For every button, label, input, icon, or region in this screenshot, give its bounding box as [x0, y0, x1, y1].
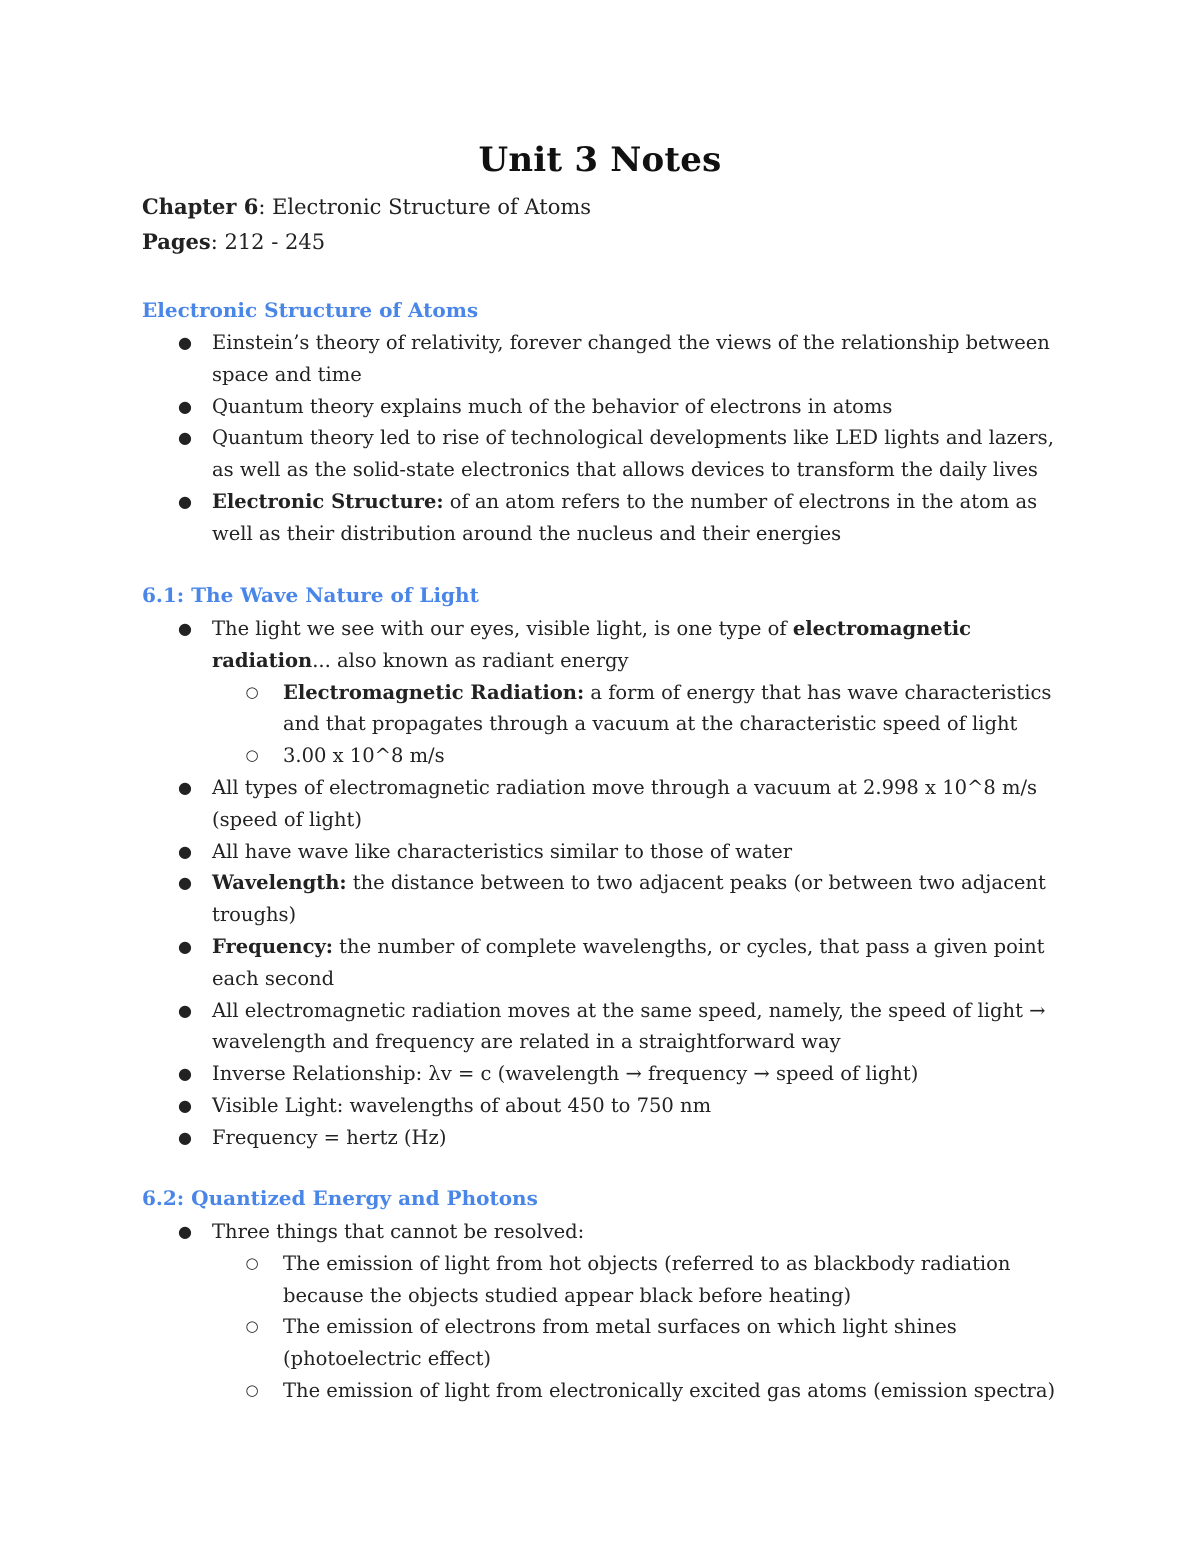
- list-item: [142, 867, 1077, 931]
- sub-list-item: [212, 1311, 1077, 1375]
- sub-bullet-list: [212, 677, 1077, 772]
- list-item-term: Electronic Structure:: [212, 489, 444, 513]
- list-item-text: Inverse Relationship: λv = c (wavelength → frequency → speed of light): [212, 1062, 919, 1086]
- list-item-text: Frequency = hertz (Hz): [212, 1125, 447, 1149]
- list-item: [142, 931, 1077, 995]
- sub-bullet-icon: ○: [245, 682, 259, 701]
- bullet-icon: ●: [178, 333, 192, 352]
- list-item: [142, 613, 1077, 772]
- pages-sep: :: [210, 230, 218, 254]
- pages-value: 212 - 245: [217, 230, 326, 254]
- list-item: [142, 391, 1077, 423]
- sub-bullet-icon: ○: [245, 1253, 259, 1272]
- list-item: [142, 1216, 1077, 1407]
- list-item-text: The emission of light from electronically excited gas atoms (emission spectra): [283, 1378, 1056, 1402]
- bullet-list: [142, 1216, 1077, 1407]
- list-item-text: Visible Light: wavelengths of about 450 to 750 nm: [212, 1093, 712, 1117]
- sub-bullet-icon: ○: [245, 1380, 259, 1399]
- list-item-text: Quantum theory explains much of the behavior of electrons in atoms: [212, 394, 893, 418]
- list-item-text: ... also known as radiant energy: [312, 648, 629, 672]
- bullet-icon: ●: [178, 1095, 192, 1115]
- sub-bullet-icon: ○: [245, 1317, 259, 1336]
- sub-list-item: [212, 677, 1077, 741]
- list-item-text: Einstein’s theory of relativity, forever changed the views of the relationship between space and time: [212, 331, 1050, 386]
- list-item-term: Wavelength:: [212, 871, 347, 895]
- pages-line: [142, 229, 325, 254]
- list-item: [142, 486, 1077, 550]
- sub-list-item: [212, 1375, 1077, 1407]
- list-item: [142, 1090, 1077, 1122]
- list-item-text: Three things that cannot be resolved:: [212, 1220, 585, 1243]
- list-item: [142, 836, 1077, 868]
- bullet-icon: ●: [178, 1064, 192, 1084]
- list-item: [142, 422, 1077, 486]
- bullet-icon: ●: [178, 777, 192, 797]
- bullet-icon: ●: [178, 619, 192, 638]
- list-item-text: Quantum theory led to rise of technological developments like LED lights and lazers, as well as the solid-state electronics that allows devices to transform the daily lives: [212, 426, 1054, 482]
- list-item-text: of an atom refers to the number of electrons in the atom as well as their distribution around the nucleus and their energies: [212, 489, 1038, 545]
- bullet-icon: ●: [178, 428, 192, 448]
- bullet-icon: ●: [178, 841, 192, 861]
- list-item-term: electromagnetic radiation: [212, 617, 971, 672]
- list-item-term: Frequency:: [212, 934, 333, 958]
- list-item: [142, 772, 1077, 836]
- list-item-text: All electromagnetic radiation moves at the same speed, namely, the speed of light → wavelength and frequency are related in a straightforward way: [212, 998, 1046, 1054]
- bullet-icon: ●: [178, 1000, 192, 1020]
- list-item: [142, 1122, 1077, 1154]
- list-item-term: Electromagnetic Radiation:: [283, 680, 585, 704]
- list-item-text: All have wave like characteristics similar to those of water: [212, 839, 793, 863]
- bullet-icon: ●: [178, 873, 192, 893]
- list-item-text: All types of electromagnetic radiation move through a vacuum at 2.998 x 10^8 m/s (speed of light): [212, 775, 1038, 831]
- list-item-text: The emission of electrons from metal surfaces on which light shines (photoelectric effect): [283, 1315, 957, 1371]
- chapter-line: [142, 194, 591, 219]
- bullet-icon: ●: [178, 491, 192, 511]
- bullet-icon: ●: [178, 1222, 192, 1241]
- page-title: Unit 3 Notes: [478, 140, 722, 180]
- sub-bullet-list: [212, 1248, 1077, 1407]
- list-item-text: The light we see with our eyes, visible light, is one type of: [212, 617, 793, 640]
- bullet-list: [142, 327, 1077, 550]
- section-heading: 6.1: The Wave Nature of Light: [142, 583, 479, 607]
- bullet-icon: ●: [178, 1127, 192, 1147]
- pages-label: Pages: [142, 229, 211, 254]
- list-item-text: a form of energy that has wave characteristics and that propagates through a vacuum at the characteristic speed of light: [283, 680, 1052, 736]
- bullet-list: [142, 613, 1077, 1154]
- chapter-value: Electronic Structure of Atoms: [265, 195, 592, 219]
- sub-list-item: [212, 740, 1077, 772]
- section-heading: 6.2: Quantized Energy and Photons: [142, 1186, 538, 1210]
- sub-bullet-icon: ○: [245, 746, 259, 765]
- list-item-text: The emission of light from hot objects (referred to as blackbody radiation because the objects studied appear black before heating): [283, 1251, 1011, 1307]
- chapter-sep: :: [258, 195, 266, 219]
- list-item-text: 3.00 x 10^8 m/s: [283, 744, 445, 768]
- list-item-text: the distance between to two adjacent peaks (or between two adjacent troughs): [212, 871, 1046, 927]
- chapter-label: Chapter 6: [142, 194, 259, 219]
- sub-list-item: [212, 1248, 1077, 1312]
- list-item: [142, 1058, 1077, 1090]
- list-item: [142, 995, 1077, 1059]
- bullet-icon: ●: [178, 396, 192, 416]
- list-item-text: the number of complete wavelengths, or cycles, that pass a given point each second: [212, 934, 1045, 990]
- bullet-icon: ●: [178, 936, 192, 956]
- list-item: [142, 327, 1077, 391]
- section-heading: Electronic Structure of Atoms: [142, 298, 479, 322]
